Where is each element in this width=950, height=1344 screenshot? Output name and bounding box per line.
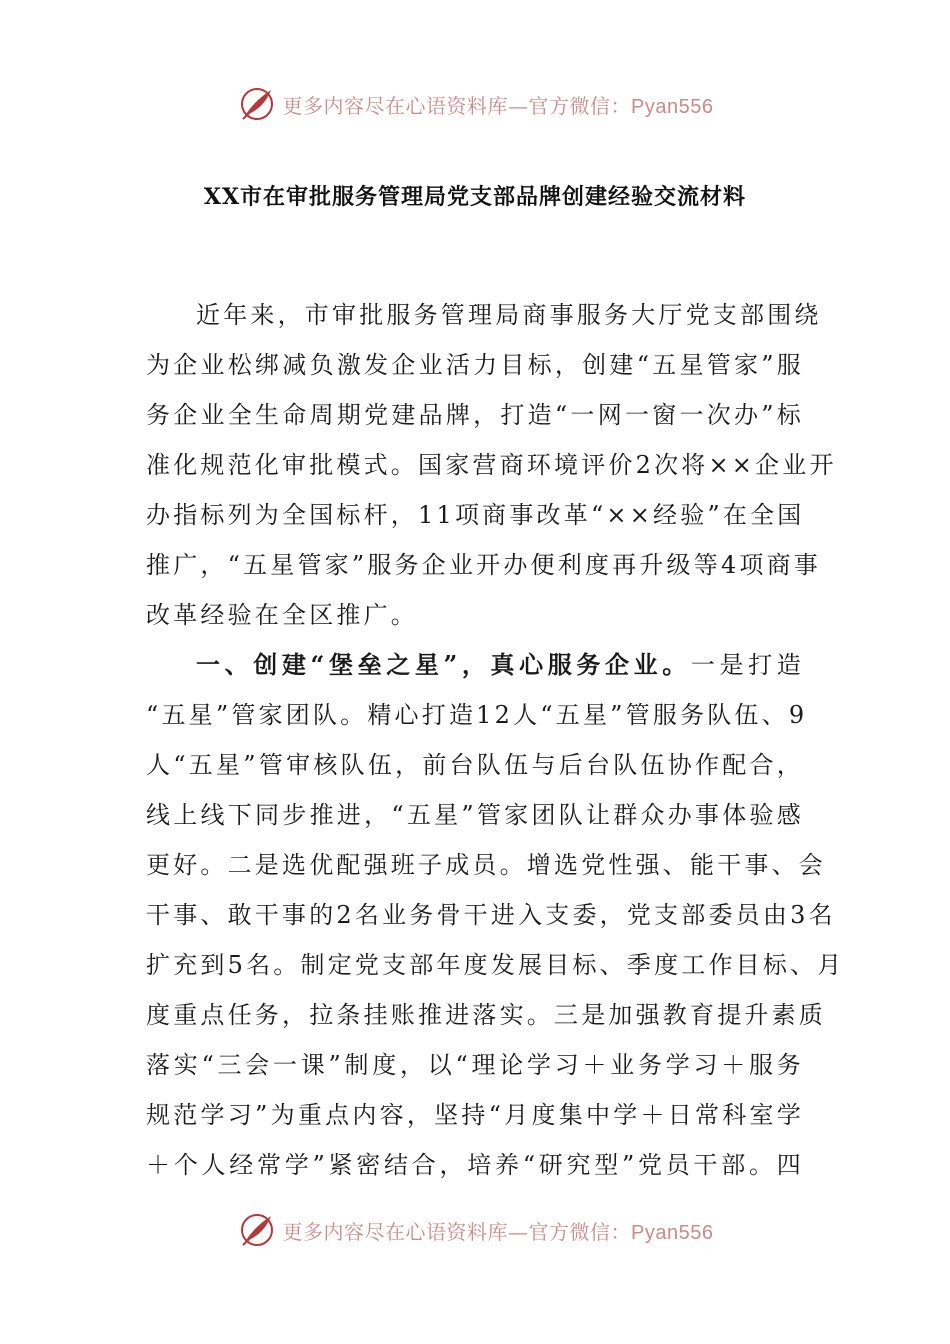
watermark-text: [283, 1216, 714, 1245]
paragraph-line: 规范学习”为重点内容，坚持“月度集中学＋日常科室学: [146, 1101, 804, 1129]
paragraph-line: 扩充到5名。制定党支部年度发展目标、季度工作目标、月: [146, 951, 845, 979]
paragraph-line: 干事、敢干事的2名业务骨干进入支委，党支部委员由3名: [146, 901, 836, 929]
quill-logo-icon: [237, 84, 277, 124]
paragraph-line: 务企业全生命周期党建品牌，打造“一网一窗一次办”标: [146, 401, 804, 429]
paragraph-line: 准化规范化审批模式。国家营商环境评价2次将××企业开: [146, 451, 837, 479]
paragraph-line: 近年来，市审批服务管理局商事服务大厅党支部围绕: [196, 301, 822, 329]
watermark-footer: [0, 1208, 950, 1252]
paragraph-line: 为企业松绑减负激发企业活力目标，创建“五星管家”服: [146, 351, 804, 379]
quill-logo-icon: [237, 1210, 277, 1250]
watermark-label: 更多内容尽在心语资料库—官方微信：: [282, 1219, 632, 1244]
paragraph-line: 线上线下同步推进，“五星”管家团队让群众办事体验感: [146, 801, 804, 829]
watermark-label: 更多内容尽在心语资料库—官方微信：: [282, 93, 632, 118]
paragraph-line: 落实“三会一课”制度，以“理论学习＋业务学习＋服务: [146, 1051, 804, 1079]
paragraph-line: “五星”管家团队。精心打造12人“五星”管服务队伍、9: [146, 701, 808, 729]
document-title: XX市在审批服务管理局党支部品牌创建经验交流材料: [203, 184, 747, 210]
paragraph-line: 推广，“五星管家”服务企业开办便利度再升级等4项商事: [146, 551, 822, 579]
paragraph-line: 人“五星”管审核队伍，前台队伍与后台队伍协作配合，: [146, 751, 804, 779]
watermark-wechat-id: Pyan556: [631, 95, 714, 118]
section-heading: 一、创建“堡垒之星”，真心服务企业。: [196, 650, 691, 679]
paragraph-line: 办指标列为全国标杆，11项商事改革“××经验”在全国: [146, 501, 805, 529]
section-heading-tail: 一是打造: [690, 651, 804, 679]
document-body: [146, 290, 845, 1190]
section-heading-line: [146, 640, 804, 690]
watermark-text: [283, 90, 714, 119]
watermark-wechat-id: Pyan556: [631, 1221, 714, 1244]
watermark-header: [0, 82, 950, 126]
paragraph-line: 更好。二是选优配强班子成员。增选党性强、能干事、会: [146, 851, 826, 879]
paragraph-line: 度重点任务，拉条挂账推进落实。三是加强教育提升素质: [146, 1001, 826, 1029]
paragraph-line: 改革经验在全区推广。: [146, 601, 418, 629]
paragraph-line: ＋个人经常学”紧密结合，培养“研究型”党员干部。四: [146, 1151, 804, 1179]
